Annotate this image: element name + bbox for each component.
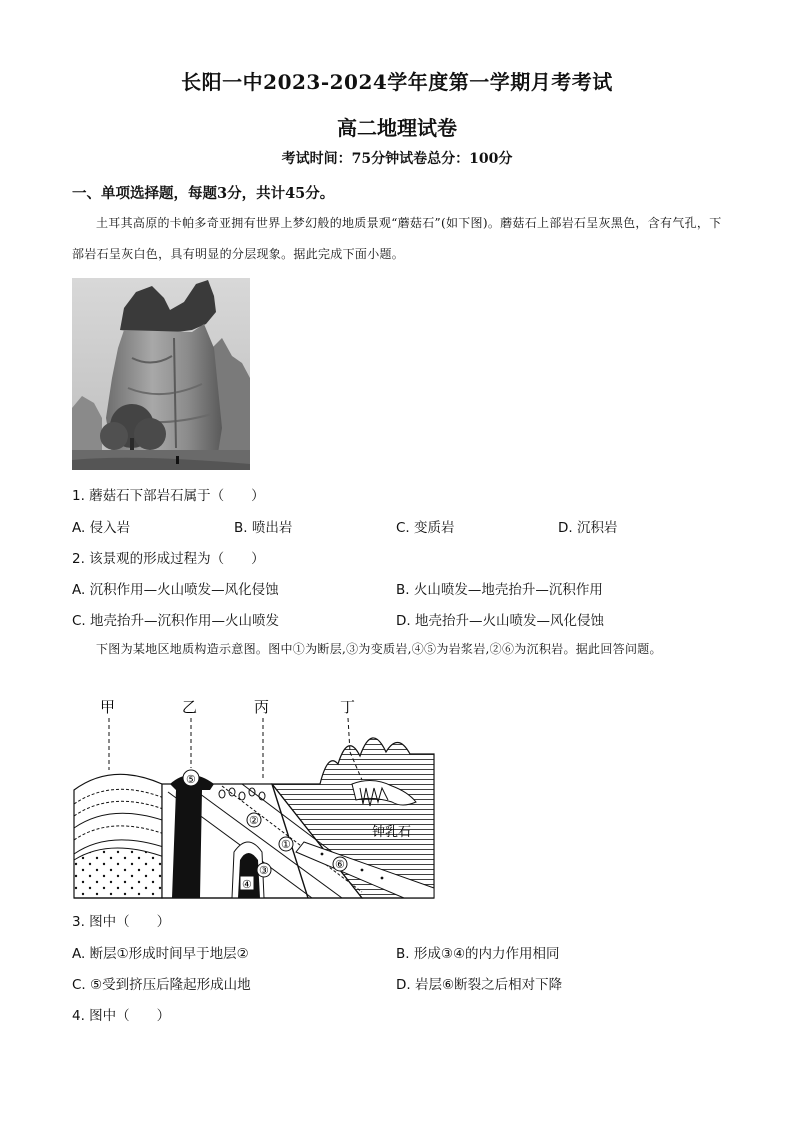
intro-paragraph-1: 土耳其高原的卡帕多奇亚拥有世界上梦幻般的地质景观“蘑菇石”(如下图)。蘑菇石上部岩石呈灰黑色，含有气孔，下部岩石呈灰白色，具有明显的分层现象。据此完成下面小题。	[72, 216, 722, 261]
label-stalactite: 钟乳石	[372, 825, 412, 840]
label-yi: 乙	[182, 698, 198, 716]
question-1-option-b[interactable]: B. 喷出岩	[234, 520, 293, 536]
question-1-stem: 1. 蘑菇石下部岩石属于（ ）	[72, 488, 265, 504]
exam-title: 长阳一中2023-2024学年度第一学期月考考试	[181, 70, 613, 94]
section-heading: 一、单项选择题，每题3分，共计45分。	[72, 185, 335, 202]
question-1-option-c[interactable]: C. 变质岩	[396, 520, 455, 536]
question-1-option-d[interactable]: D. 沉积岩	[558, 520, 618, 536]
question-3-option-b[interactable]: B. 形成③④的内力作用相同	[396, 946, 560, 962]
label-n5: ⑤	[186, 773, 196, 786]
question-2-stem: 2. 该景观的形成过程为（ ）	[72, 551, 265, 567]
label-n1: ①	[281, 838, 291, 851]
label-jia: 甲	[100, 698, 116, 716]
question-3-option-d[interactable]: D. 岩层⑥断裂之后相对下降	[396, 977, 563, 993]
question-2-option-b[interactable]: B. 火山喷发—地壳抬升—沉积作用	[396, 582, 603, 598]
label-n4: ④	[242, 878, 252, 891]
geologic-structure-diagram	[72, 692, 438, 902]
label-ding: 丁	[340, 698, 356, 716]
question-2-option-a[interactable]: A. 沉积作用—火山喷发—风化侵蚀	[72, 582, 279, 598]
label-n6: ⑥	[335, 858, 345, 871]
label-bing: 丙	[254, 698, 270, 716]
question-4-stem: 4. 图中（ ）	[72, 1008, 171, 1024]
label-n2: ②	[249, 814, 259, 827]
mushroom-rock-photo	[72, 278, 250, 470]
label-n3: ③	[259, 864, 269, 877]
question-3-stem: 3. 图中（ ）	[72, 914, 171, 930]
question-2-option-d[interactable]: D. 地壳抬升—火山喷发—风化侵蚀	[396, 613, 604, 629]
question-3-option-a[interactable]: A. 断层①形成时间早于地层②	[72, 946, 249, 962]
question-1-option-a[interactable]: A. 侵入岩	[72, 520, 131, 536]
exam-info: 考试时间：75分钟试卷总分：100分	[281, 151, 513, 167]
question-2-option-c[interactable]: C. 地壳抬升—沉积作用—火山喷发	[72, 613, 280, 629]
exam-subject: 高二地理试卷	[337, 116, 457, 140]
intro-paragraph-2: 下图为某地区地质构造示意图。图中①为断层,③为变质岩,④⑤为岩浆岩,②⑥为沉积岩。据此回答问题。	[96, 642, 662, 656]
question-3-option-c[interactable]: C. ⑤受到挤压后隆起形成山地	[72, 977, 251, 993]
